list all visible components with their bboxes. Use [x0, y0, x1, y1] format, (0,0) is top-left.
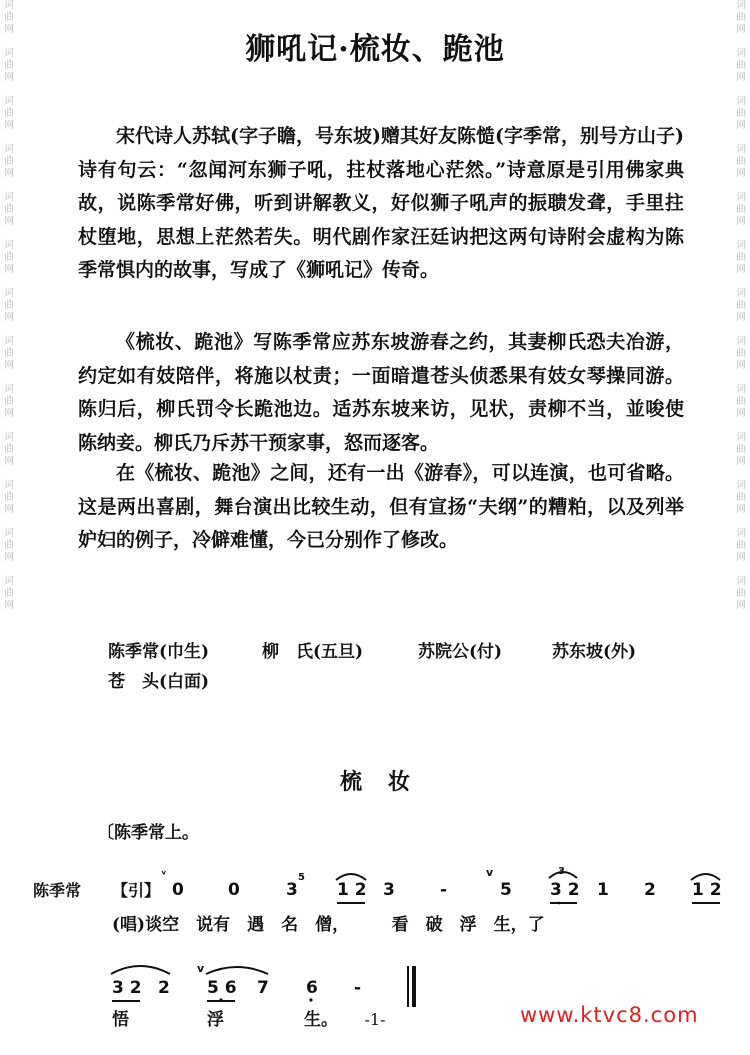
site-watermark: www.ktvc8.com: [520, 1003, 699, 1027]
score-note: 3: [286, 880, 298, 900]
score-note: 1 2: [692, 880, 722, 900]
lyric: 悟: [112, 1010, 129, 1030]
lyric-line-1: (唱)谈空 说有 遇 名 僧， 看 破 浮 生，了: [112, 915, 545, 935]
score-note: 6: [306, 978, 318, 998]
score-note: 3 2: [550, 880, 580, 900]
watermark-right: 词曲网 词曲网 词曲网 词曲网 词曲网 词曲网 词曲网 词曲网 词曲网 词曲网 词曲网 词曲网 词曲网: [736, 0, 746, 611]
cast-member: 苍 头(白面): [108, 672, 210, 692]
intro-paragraph-1: 宋代诗人苏轼(字子瞻，号东坡)赠其好友陈慥(字季常，别号方山子)诗有句云：“忽闻河东狮子吼，拄杖落地心茫然。”诗意原是引用佛家典故，说陈季常好佛，听到讲解教义，好似狮子吼声的振聩发聋，手里拄杖堕地，思想上茫然若失。明代剧作家汪廷讷把这两句诗附会虚构为陈季常惧内的故事，写成了《狮吼记》传奇。: [78, 125, 684, 281]
score-note: -: [440, 880, 448, 900]
breath-mark: ᵛ: [161, 868, 167, 881]
lyric: 生。: [304, 1010, 338, 1030]
score-note: 0: [172, 880, 184, 900]
page-title: 狮吼记·梳妆、跪池: [245, 32, 505, 67]
dot-below: [309, 998, 312, 1001]
slur: [111, 966, 170, 974]
score-note: 0: [228, 880, 240, 900]
breath-mark: v: [197, 962, 205, 975]
score-note: 5 6: [207, 978, 237, 998]
cast-member: 苏院公(付): [418, 642, 503, 662]
score-note: 2: [644, 880, 656, 900]
score-role: 陈季常: [33, 881, 82, 900]
slur: [206, 967, 268, 974]
grace-note: 3: [558, 866, 565, 877]
intro-paragraph-3: 在《梳妆、跪池》之间，还有一出《游春》，可以连演，也可省略。这是两出喜剧，舞台演出比较生动，但有宣扬“夫纲”的糟粕，以及列举妒妇的例子，冷僻难懂，今已分别作了修改。: [78, 462, 684, 551]
page-number: -1-: [364, 1010, 386, 1029]
watermark-left: 词曲网 词曲网 词曲网 词曲网 词曲网 词曲网 词曲网 词曲网 词曲网 词曲网 词曲网 词曲网 词曲网: [4, 0, 14, 611]
score-note: 3: [383, 880, 395, 900]
score-note: 2: [158, 978, 170, 998]
grace-note: 5: [298, 872, 305, 883]
intro-paragraph-2: 《梳妆、跪池》写陈季常应苏东坡游春之约，其妻柳氏恐夫冶游，约定如有妓陪伴，将施以杖责；一面暗遣苍头侦悉果有妓女琴操同游。陈归后，柳氏罚令长跪池边。适苏东坡来访，见状，责柳不当，並唆使陈纳妾。柳氏乃斥苏干预家事，怒而逐客。: [78, 331, 684, 454]
score-note: 5: [500, 880, 512, 900]
dot-below: [219, 998, 222, 1001]
score-note: 3 2: [112, 978, 142, 998]
score-mark: 【引】: [112, 881, 161, 900]
lyric: 浮: [207, 1010, 224, 1030]
cast-member: 柳 氏(五旦): [262, 642, 364, 662]
cast-member: 苏东坡(外): [552, 642, 637, 662]
dot-below: [558, 902, 561, 905]
stage-direction: 〔陈季常上。: [97, 823, 199, 843]
score-note: 1: [597, 880, 609, 900]
score-note: -: [354, 978, 362, 998]
cast-member: 陈季常(巾生): [108, 642, 210, 662]
section-title: 梳妆: [339, 769, 436, 795]
score-note: 1 2: [337, 880, 367, 900]
breath-mark: v: [486, 866, 494, 879]
score-note: 7: [257, 978, 269, 998]
